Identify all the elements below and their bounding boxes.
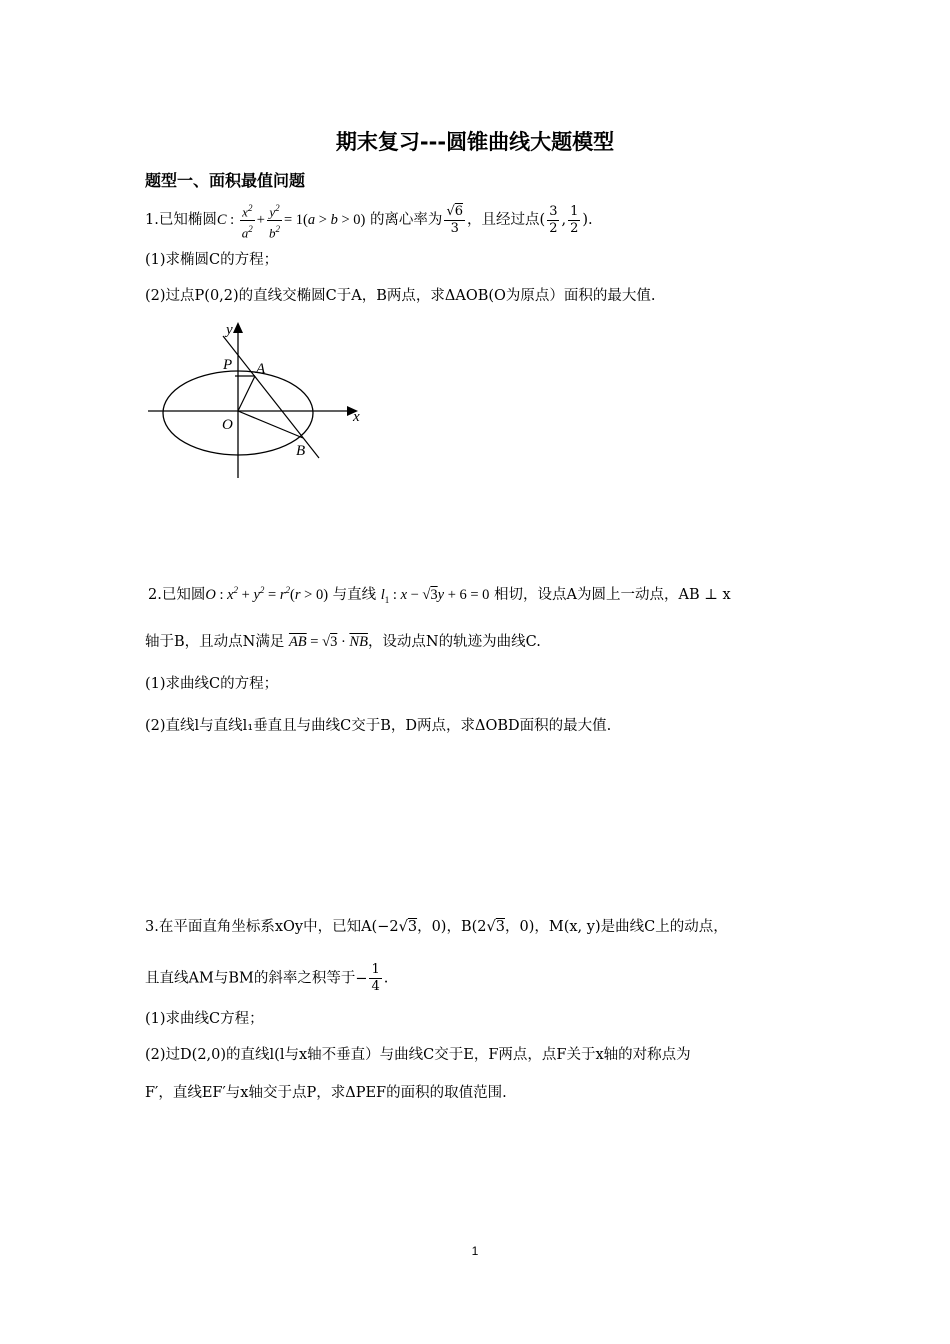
q1-lead: 1.已知椭圆 [145,212,217,229]
q3-line1b: ，0)，B(2 [417,919,487,935]
ellipse-figure [143,318,368,480]
q1-part1: (1)求椭圆C的方程； [145,252,279,268]
q3-line1c: ，0)，M(x, y)是曲线C上的动点， [504,919,728,935]
q2-circle-equation: O : $x^2 + y^2 = r^2(r > 0)$ [205,585,329,603]
q1-statement [145,200,593,242]
q3-line2a: 且直线AM与BM的斜率之积等于 [145,970,356,987]
q3-part2b: F′，直线EF′与x轴交于点P，求ΔPEF的面积的取值范围. [145,1085,507,1101]
q3-slope-product: − $\frac{1}{4}$ [355,962,380,994]
q2-line-equation: $l_1$ : x − √3y + 6 = 0 [380,586,490,605]
page-number: 1 [471,1244,479,1258]
label-b: B [296,443,306,459]
q2-line2a: 轴于B，且动点N满足 [145,634,285,650]
q3-line2b: . [383,970,389,987]
q2-part2: (2)直线l与直线l₁垂直且与曲线C交于B，D两点，求ΔOBD面积的最大值. [145,718,612,734]
q2-line1a: 2.已知圆 [148,586,206,603]
q2-part1: (1)求曲线C的方程； [145,676,279,692]
q1-end: . [588,212,593,229]
label-x: x [353,409,360,425]
label-y: y [226,322,233,338]
y-axis-arrow [233,322,243,333]
label-p: P [223,357,233,373]
q1-point: ( $\frac{3}{2}$ , $\frac{1}{2}$ ) [539,203,589,236]
q2-vector-relation: $\overline{AB} = √3 \cdot \overline{NB}$ [288,634,368,650]
q3-line2 [145,962,388,995]
q2-line2b: ，设动点N的轨迹为曲线C. [367,634,541,650]
label-a: A [256,361,266,377]
q2-line1b: 与直线 [332,586,377,603]
q2-line1 [148,580,731,610]
q1-eccentricity: $\frac{√6}{3}$ [446,203,464,236]
q2-line1c: 相切，设点A为圆上一动点，AB ⊥ x [494,586,731,603]
q3-part2a: (2)过D(2,0)的直线l(l与x轴不垂直）与曲线C交于E，F两点，点F关于x轴的对称点为 [145,1047,691,1063]
q1-tail: ，且经过点 [467,212,540,229]
q3-sqrt-b: √3 [486,919,505,935]
page-title: 期末复习---圆锥曲线大题模型 [335,130,615,154]
q1-mid: 的离心率为 [369,212,443,229]
q2-line2 [145,632,541,652]
q1-part2: (2)过点P(0,2)的直线交椭圆C于A，B两点，求ΔAOB(O为原点）面积的最大值. [145,288,656,304]
q3-line1 [145,917,728,937]
q3-sqrt-a: √3 [398,919,418,935]
q3-line1a: 3.在平面直角坐标系xOy中，已知A(−2 [145,919,399,935]
section-heading: 题型一、面积最值问题 [145,171,306,190]
segment-oa [238,376,255,411]
label-o: O [222,417,233,433]
q3-part1: (1)求曲线C方程； [145,1011,264,1027]
q1-ellipse-equation: C : $\frac{x^2}{a^2}$ + $\frac{y^2}{b^2}$ = 1(a > b > 0) [217,212,365,228]
